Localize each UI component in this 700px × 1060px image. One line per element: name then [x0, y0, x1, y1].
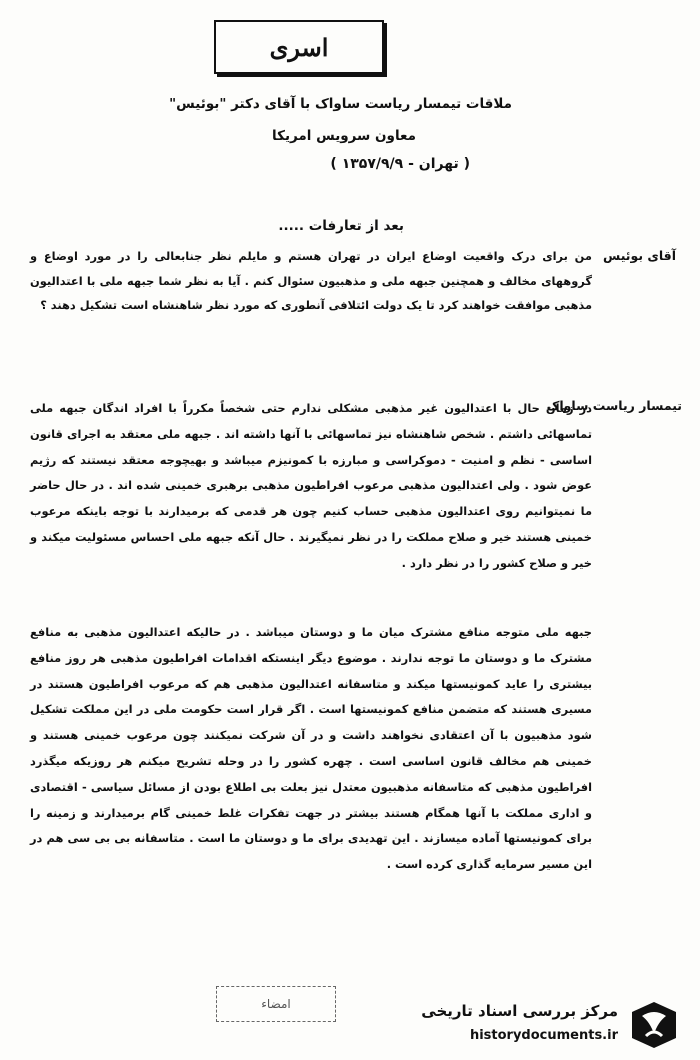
- speaker-label-1: آقای بوئیس: [603, 248, 676, 263]
- archive-footer: [408, 998, 680, 1054]
- paragraph-2: در زمان حال با اعتدالیون غیر مذهبی مشکلی ندارم حتی شخصاً مکرراً با افراد اندگان جبهه ملی تماسهائی داشتم . شخص شاهنشاه نیز تماسهائی با آنها داشته اند . جبهه ملی معتقد به اجرای قانون اساسی - نظم و امنیت - دموکراسی و مبارزه با کمونیزم میباشد و بهیچوجه معتقد نیستند که رژیم عوض شود . ولی اعتدالیون مذهبی مرعوب افراطیون مذهبی برهبری خمینی شده اند . در حال حاضر ما نمیتوانیم روی اعتدالیون مذهبی حساب کنیم چون هر قدمی که برمیدارند با توجه باینکه مرعوب خمینی هستند خیر و صلاح مملکت را در نظر نمیگیرند . حال آنکه جبهه ملی احساس مسئولیت میکند و خیر و صلاح کشور را در نظر دارد .: [30, 401, 592, 570]
- document-subtitle: معاون سرویس امریکا: [272, 128, 416, 144]
- archive-name: مرکز بررسی اسناد تاریخی: [421, 1002, 618, 1020]
- paragraph-1: من برای درک واقعیت اوضاع ایران در تهران هستم و مایلم نظر جنابعالی را در مورد اوضاع و گروههای مخالف و همچنین جبهه ملی و مذهبیون سئوال کنم . آیا به نظر شما جبهه ملی با اعتدالیون مذهبی موافقت خواهند کرد تا یک دولت ائتلافی آنطوری که مورد نظر شاهنشاه است تشکیل دهند ؟: [30, 249, 592, 312]
- classification-stamp: [214, 20, 384, 74]
- signature-label: امضاء: [261, 997, 291, 1011]
- speaker-label-2: تیمسار ریاست ساواک: [546, 398, 682, 413]
- paragraph-3: جبهه ملی متوجه منافع مشترک میان ما و دوستان میباشد . در حالیکه اعتدالیون مذهبی به منافع مشترک ما و دوستان ما توجه ندارند . موضوع دیگر اینستکه اقدامات افراطیون مذهبی هر روز منافع بیشتری را عاید کمونیستها میکند و متاسفانه اعتدالیون مذهبی هم که مرعوب افراطیون هستند در مسیری هستند که متضمن منافع کمونیستها است . اگر قرار است حکومت ملی در این مملکت تشکیل شود مذهبیون با آن اعتقادی نخواهند داشت و در آن شرکت نمیکنند چون مرعوب خمینی هستند و خمینی هم مخالف قانون اساسی است . چهره کشور را در وحله تشریح میکنم هر روزیکه میگذرد افراطیون مذهبی که متاسفانه مذهبیون معتدل نیز بعلت بی اطلاع بودن از مسائل سیاسی - اقتصادی و اداری مملکت با آنها همگام هستند بیشتر در جهت تفکرات غلط خمینی گام برمیدارند و زمینه را برای کمونیستها آماده میسازند . این تهدیدی برای ما و دوستان ما است . متاسفانه بی بی سی هم در این مسیر سرمایه گذاری کرده است .: [30, 625, 592, 872]
- archive-logo-icon: [628, 1000, 680, 1050]
- document-title: ملاقات تیمسار ریاست ساواک با آقای دکتر "بوئیس": [169, 96, 512, 112]
- archive-url[interactable]: historydocuments.ir: [469, 1028, 618, 1043]
- signature-stamp: [216, 986, 336, 1022]
- document-date-line: ( تهران - ۱۳۵۷/۹/۹ ): [330, 156, 470, 172]
- classification-label: اسری: [269, 32, 329, 62]
- greeting-line: بعد از تعارفات .....: [278, 218, 404, 234]
